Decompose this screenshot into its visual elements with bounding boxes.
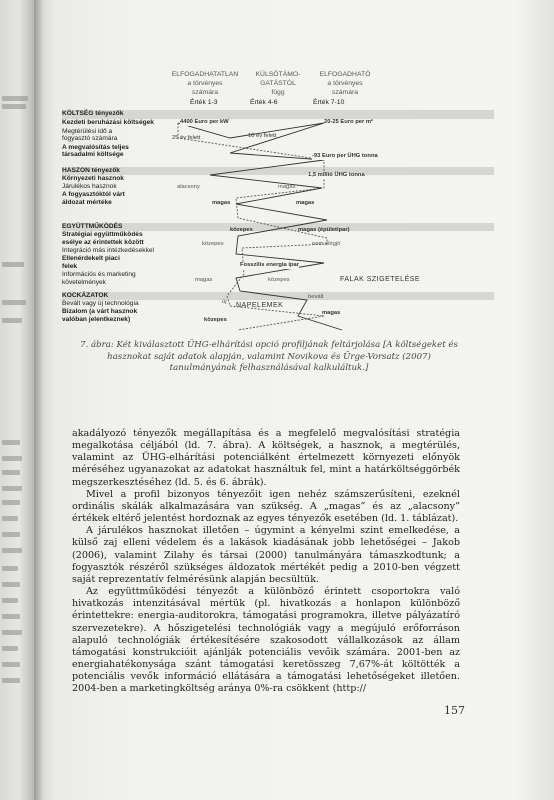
annot-new: új [222,299,227,305]
figure-row-label: Környezeti hasznok [62,175,124,182]
body-text [72,428,460,695]
annot-payback-2: 10 év felett [248,133,277,139]
header-col1: ELFOGADHATATLAN a törvényes számára [171,71,239,96]
annot-env-benefit: 1,5 millió ÜHG tonna [308,172,365,178]
annot-integration-1: közepes [202,241,224,247]
previous-page-edge [0,0,34,800]
profile-figure [62,68,494,338]
annot-proven: bevált [308,294,324,300]
page-number: 157 [444,704,465,717]
figure-row-label: Integráció más intézkedésekkel [62,247,154,254]
annot-info-2: közepes [268,277,290,283]
paragraph-1: akadályozó tényezők megállapítása és a megfelelő megvalósítási stratégia megalkotása céljából (ld. 7. ábra). A költségek, a hasznok, a megtérülés, valamint az ÜHG-elhárítási potenciálként értelmezett környezeti előnyök méréséhez ugyanazokat az adatokat használtuk fel, mint a határköltséggörbék megszerkesztéséhez (ld. 5. és 6. ábrák). [72,428,460,488]
figure-row-label: fogyasztó számára [62,135,118,142]
scale-1: Érték 1-3 [190,99,218,106]
figure-row-label: KÖLTSÉG tényezők [62,110,124,117]
figure-row-label: Járulékos hasznok [62,183,117,190]
annot-strategic-building: magas (épületipar) [298,227,350,233]
figure-row-label: A fogyasztóktól várt [62,191,125,198]
annot-cobenefit-high: magas [278,184,296,190]
scale-3: Érték 7-10 [313,99,345,106]
figure-row-label: HASZON tényezők [62,167,120,174]
paragraph-3: A járulékos hasznokat illetően – úgymint a kényelmi szint emelkedése, a külső zaj elleni védelem és a lakások kiadásának jobb lehetőségei – Jakob (2006), valamint Zilahy és társai (2000) tanulmányára támaszkodtunk; a fogyasztók részéről szükséges áldozatok mértékét pedig a 2010-ben végzett saját reprezentatív felmérésünk alapján becsültük. [72,525,460,585]
label-wall-insulation: FALAK SZIGETELÉSE [340,276,421,283]
page-edge-shadow [514,0,554,800]
annot-fossil: Fosszilis energia ipar [240,262,299,268]
caption-text: Két kiválasztott ÜHG-elhárítási opció profiljának feltárjolása [A költségeket és hasznokat saját adatok alapján, valamint Novikova és Ürge-Vorsatz (2007) tanulmányának felhasználásával kalkuláltuk.] [107,340,458,373]
scale-2: Érték 4-6 [250,99,278,106]
figure-row-label: Információs és marketing [62,271,136,278]
annot-cobenefit-low: alacsony [177,184,200,190]
annot-trust-2: magas [322,310,341,316]
annot-social-cost: -93 Euro per ÜHG tonna [312,153,378,159]
profile-lines [62,68,494,338]
annot-cost-solar: 20-25 Euro per m² [324,119,373,125]
paragraph-4: Az együttműködési tényezőt a különböző érintett csoportokra való hivatkozás intenzitásával mértük (pl. hivatkozás a honlapon különböző érintettekre: energia-auditorokra, támogatási programokra, illetve pályázatíró szervezetekre). A hőszigetelési technológiák vagy a megújuló erőforráson alapuló technológiák értékesítésére szakosodott vállalkozások az állam támogatási konstrukcióit ajánlják potenciális vevőik számára. 2001-ben az energiahatékonysága szánt támogatási keretösszeg 7,67%-át költötték a potenciális vevők információ ellátására a támogatási lehetőségeket illetően. 2004-ben a marketingköltség aránya 0%-ra csökkent (http:// [72,586,460,695]
figure-row-label: követelmények [62,279,106,286]
caption-label: 7. ábra: [80,340,114,350]
annot-trust-1: közepes [204,317,227,323]
figure-row-label: KOCKÁZATOK [62,292,109,299]
figure-row-label: valóban jelentkeznek) [62,316,131,323]
label-solar-panels: NAPELEMEK [236,302,284,309]
annot-strategic: közepes [230,227,253,233]
figure-row-label: áldozat mértéke [62,199,112,206]
annot-payback-1: 25 év felett [172,135,201,141]
annot-integration-2: nem elégjó [312,241,341,247]
figure-row-label: A megvalósítás teljes [62,144,129,151]
figure-row-label: esélye az érintettek között [62,239,144,246]
figure-row-label: EGYÜTTMŰKÖDÉS [62,223,123,230]
figure-row-label: társadalmi költsége [62,151,124,158]
book-spine-shadow [34,0,44,800]
header-col2: KÜLSŐTÁMO- GATÁSTÓL függ [255,71,301,96]
figure-row-label: Megtérülési idő a [62,128,113,135]
figure-caption [74,340,464,375]
annot-info-1: magas [195,277,213,283]
figure-row-label: Bevált vagy új technológia [62,300,139,307]
figure-row-label: Kezdeti beruházási költségek [62,119,154,126]
annot-sacrifice-1: magas [212,200,231,206]
annot-sacrifice-2: magas [296,200,315,206]
annot-cost-wall: 4400 Euro per kW [180,119,229,125]
figure-row-label: Bizalom (a várt hasznok [62,308,138,315]
header-col3: ELFOGADHATÓ a törvényes számára [319,71,371,96]
figure-row-label: felek [62,263,78,270]
figure-row-label: Stratégiai együttműködés [62,231,143,238]
paragraph-2: Mivel a profil bizonyos tényezőit igen nehéz számszerűsíteni, ezeknél ordinális skálák alkalmazására van szükség. A „magas” és az „alacsony” értékek eltérő jelentést hordoznak az egyes tényezők esetében (ld. 1. táblázat). [72,488,460,525]
figure-row-label: Ellenérdekelt piaci [62,255,120,262]
